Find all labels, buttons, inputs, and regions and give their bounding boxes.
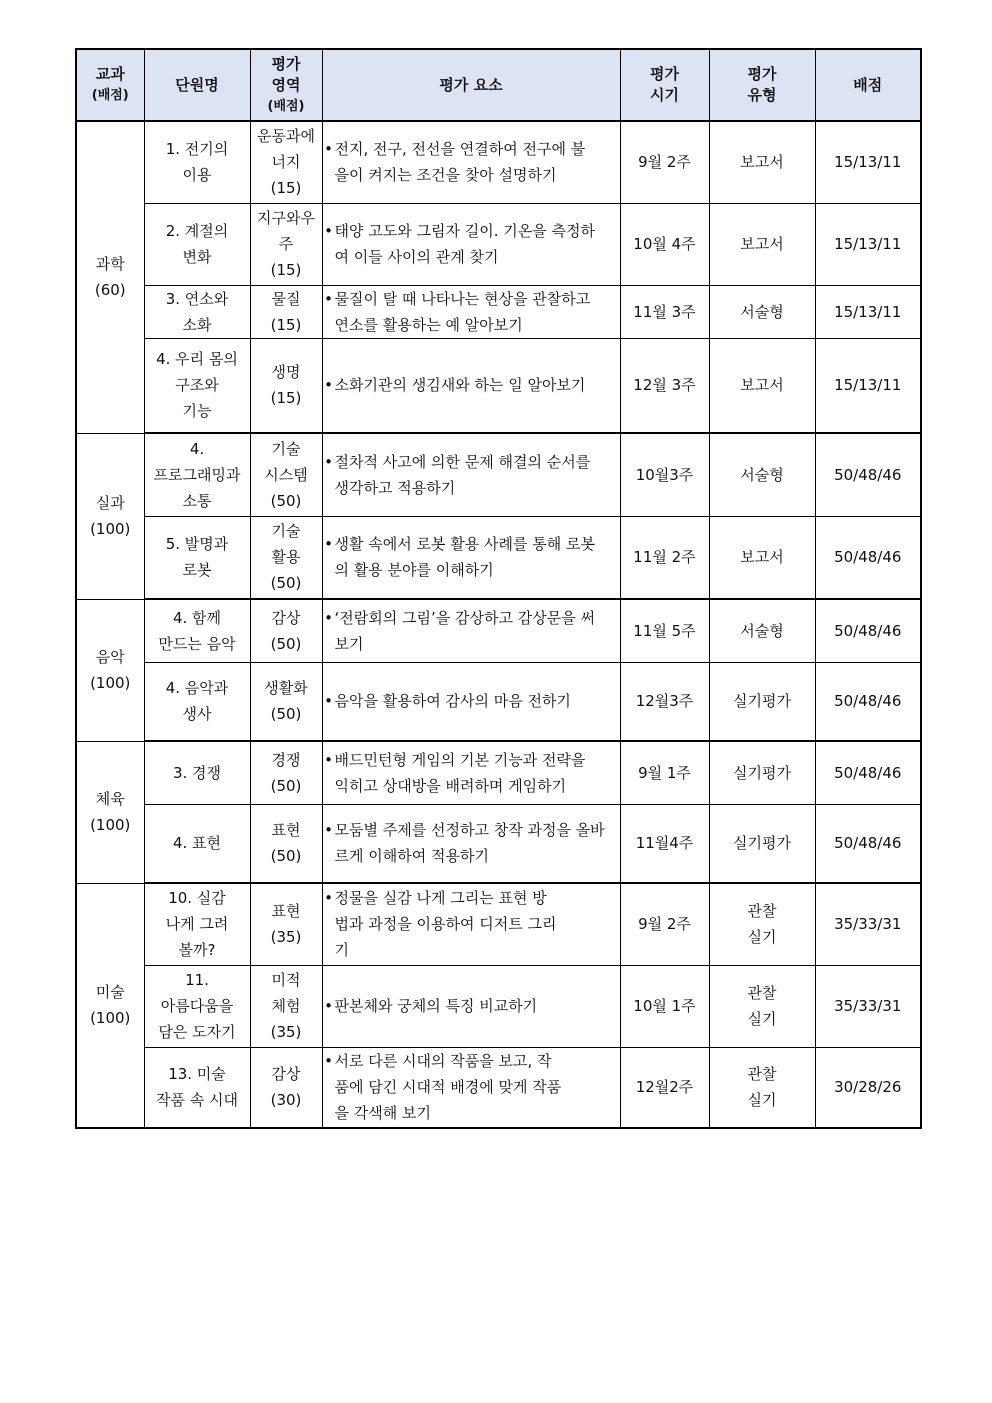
element-text: 전지, 전구, 전선을 연결하여 전구에 불 을이 켜지는 조건을 찾아 설명하기 <box>334 140 586 185</box>
area-cell: 미적 체험 (35) <box>250 965 322 1047</box>
table-row <box>76 804 921 883</box>
element-text: 태양 고도와 그림자 길이. 기온을 측정하 여 이들 사이의 관계 찾기 <box>334 222 595 266</box>
table-row <box>76 285 921 338</box>
table-row <box>76 883 921 965</box>
element-cell <box>322 662 620 741</box>
header-row <box>76 49 921 121</box>
score-cell: 35/33/31 <box>815 883 921 965</box>
table-row <box>76 516 921 599</box>
unit-cell: 10. 실감 나게 그려 볼까? <box>144 883 250 965</box>
score-cell: 15/13/11 <box>815 121 921 203</box>
element-cell <box>322 741 620 804</box>
element-text: 배드민턴형 게임의 기본 기능과 전략을 익히고 상대방을 배려하며 게임하기 <box>334 750 586 795</box>
area-cell: 기술 시스템 (50) <box>250 433 322 516</box>
bullet-icon: • <box>324 140 333 159</box>
area-cell: 물질 (15) <box>250 285 322 338</box>
table-row <box>76 203 921 285</box>
type-cell: 실기평가 <box>709 662 815 741</box>
score-cell: 15/13/11 <box>815 203 921 285</box>
table-row <box>76 662 921 741</box>
score-cell: 50/48/46 <box>815 662 921 741</box>
subject-cell: 미술 (100) <box>76 883 144 1128</box>
table-body <box>76 121 921 1128</box>
unit-cell: 11. 아름다움을 담은 도자기 <box>144 965 250 1047</box>
element-text: 소화기관의 생김새와 하는 일 알아보기 <box>334 376 586 395</box>
bullet-icon: • <box>324 997 333 1015</box>
area-cell: 감상 (50) <box>250 599 322 662</box>
area-cell: 경쟁 (50) <box>250 741 322 804</box>
table-row <box>76 599 921 662</box>
type-cell: 보고서 <box>709 516 815 599</box>
area-cell: 생명 (15) <box>250 338 322 433</box>
bullet-icon: • <box>324 222 333 240</box>
element-cell <box>322 965 620 1047</box>
score-cell: 50/48/46 <box>815 804 921 883</box>
table-row <box>76 121 921 203</box>
bullet-icon: • <box>324 452 333 471</box>
period-cell: 9월 1주 <box>620 741 709 804</box>
period-cell: 12월2주 <box>620 1047 709 1128</box>
element-cell <box>322 599 620 662</box>
element-cell <box>322 433 620 516</box>
period-cell: 11월 5주 <box>620 599 709 662</box>
table-row <box>76 741 921 804</box>
unit-cell: 4. 프로그래밍과 소통 <box>144 433 250 516</box>
type-cell: 관찰 실기 <box>709 965 815 1047</box>
area-cell: 표현 (35) <box>250 883 322 965</box>
score-cell: 15/13/11 <box>815 338 921 433</box>
table-row <box>76 1047 921 1128</box>
header-subject: 교과 (배점) <box>76 49 144 121</box>
type-cell: 실기평가 <box>709 804 815 883</box>
table-row <box>76 433 921 516</box>
unit-cell: 4. 음악과 생사 <box>144 662 250 741</box>
element-cell <box>322 203 620 285</box>
bullet-icon: • <box>324 535 333 554</box>
type-cell: 보고서 <box>709 203 815 285</box>
bullet-icon: • <box>324 889 333 908</box>
bullet-icon: • <box>324 821 333 840</box>
type-cell: 보고서 <box>709 121 815 203</box>
element-text: 판본체와 궁체의 특징 비교하기 <box>334 997 538 1015</box>
subject-cell: 음악 (100) <box>76 599 144 741</box>
element-cell <box>322 338 620 433</box>
bullet-icon: • <box>324 289 333 308</box>
unit-cell: 5. 발명과 로봇 <box>144 516 250 599</box>
element-cell <box>322 1047 620 1128</box>
bullet-icon: • <box>324 376 333 395</box>
type-cell: 관찰 실기 <box>709 883 815 965</box>
element-cell <box>322 285 620 338</box>
header-element: 평가 요소 <box>322 49 620 121</box>
area-cell: 생활화 (50) <box>250 662 322 741</box>
element-cell <box>322 121 620 203</box>
type-cell: 서술형 <box>709 285 815 338</box>
score-cell: 50/48/46 <box>815 741 921 804</box>
subject-cell: 체육 (100) <box>76 741 144 883</box>
element-cell <box>322 883 620 965</box>
period-cell: 12월 3주 <box>620 338 709 433</box>
score-cell: 50/48/46 <box>815 599 921 662</box>
element-text: 모둠별 주제를 선정하고 창작 과정을 올바 르게 이해하여 적용하기 <box>334 821 605 866</box>
element-cell <box>322 516 620 599</box>
bullet-icon: • <box>324 692 333 711</box>
table-row <box>76 965 921 1047</box>
unit-cell: 4. 우리 몸의 구조와 기능 <box>144 338 250 433</box>
evaluation-plan-table <box>75 48 922 1129</box>
score-cell: 50/48/46 <box>815 516 921 599</box>
subject-cell: 과학 (60) <box>76 121 144 433</box>
unit-cell: 13. 미술 작품 속 시대 <box>144 1047 250 1128</box>
bullet-icon: • <box>324 1052 333 1071</box>
period-cell: 10월 1주 <box>620 965 709 1047</box>
area-cell: 지구와우 주 (15) <box>250 203 322 285</box>
element-cell <box>322 804 620 883</box>
area-cell: 표현 (50) <box>250 804 322 883</box>
score-cell: 30/28/26 <box>815 1047 921 1128</box>
type-cell: 보고서 <box>709 338 815 433</box>
period-cell: 11월4주 <box>620 804 709 883</box>
unit-cell: 2. 계절의 변화 <box>144 203 250 285</box>
header-type: 평가 유형 <box>709 49 815 121</box>
subject-cell: 실과 (100) <box>76 433 144 599</box>
header-unit: 단원명 <box>144 49 250 121</box>
header-period: 평가 시기 <box>620 49 709 121</box>
score-cell: 50/48/46 <box>815 433 921 516</box>
bullet-icon: • <box>324 608 333 627</box>
unit-cell: 4. 함께 만드는 음악 <box>144 599 250 662</box>
element-text: 절차적 사고에 의한 문제 해결의 순서를 생각하고 적용하기 <box>334 452 591 497</box>
area-cell: 운동과에 너지 (15) <box>250 121 322 203</box>
score-cell: 35/33/31 <box>815 965 921 1047</box>
area-cell: 감상 (30) <box>250 1047 322 1128</box>
area-cell: 기술 활용 (50) <box>250 516 322 599</box>
element-text: 정물을 실감 나게 그리는 표현 방 법과 과정을 이용하여 디저트 그리 기 <box>334 889 557 960</box>
type-cell: 실기평가 <box>709 741 815 804</box>
period-cell: 11월 3주 <box>620 285 709 338</box>
period-cell: 12월3주 <box>620 662 709 741</box>
element-text: 음악을 활용하여 감사의 마음 전하기 <box>334 692 571 711</box>
period-cell: 10월 4주 <box>620 203 709 285</box>
bullet-icon: • <box>324 750 333 769</box>
period-cell: 9월 2주 <box>620 883 709 965</box>
unit-cell: 1. 전기의 이용 <box>144 121 250 203</box>
table-row <box>76 338 921 433</box>
element-text: ‘전람회의 그림’을 감상하고 감상문을 써 보기 <box>334 608 595 653</box>
element-text: 생활 속에서 로봇 활용 사례를 통해 로봇 의 활용 분야를 이해하기 <box>334 535 595 580</box>
unit-cell: 3. 경쟁 <box>144 741 250 804</box>
type-cell: 서술형 <box>709 433 815 516</box>
period-cell: 10월3주 <box>620 433 709 516</box>
element-text: 서로 다른 시대의 작품을 보고, 작 품에 담긴 시대적 배경에 맞게 작품 을 각색해 보기 <box>334 1052 562 1123</box>
type-cell: 서술형 <box>709 599 815 662</box>
score-cell: 15/13/11 <box>815 285 921 338</box>
unit-cell: 4. 표현 <box>144 804 250 883</box>
type-cell: 관찰 실기 <box>709 1047 815 1128</box>
element-text: 물질이 탈 때 나타나는 현상을 관찰하고 연소를 활용하는 예 알아보기 <box>334 289 591 334</box>
header-score: 배점 <box>815 49 921 121</box>
header-area: 평가 영역 (배점) <box>250 49 322 121</box>
period-cell: 11월 2주 <box>620 516 709 599</box>
unit-cell: 3. 연소와 소화 <box>144 285 250 338</box>
period-cell: 9월 2주 <box>620 121 709 203</box>
